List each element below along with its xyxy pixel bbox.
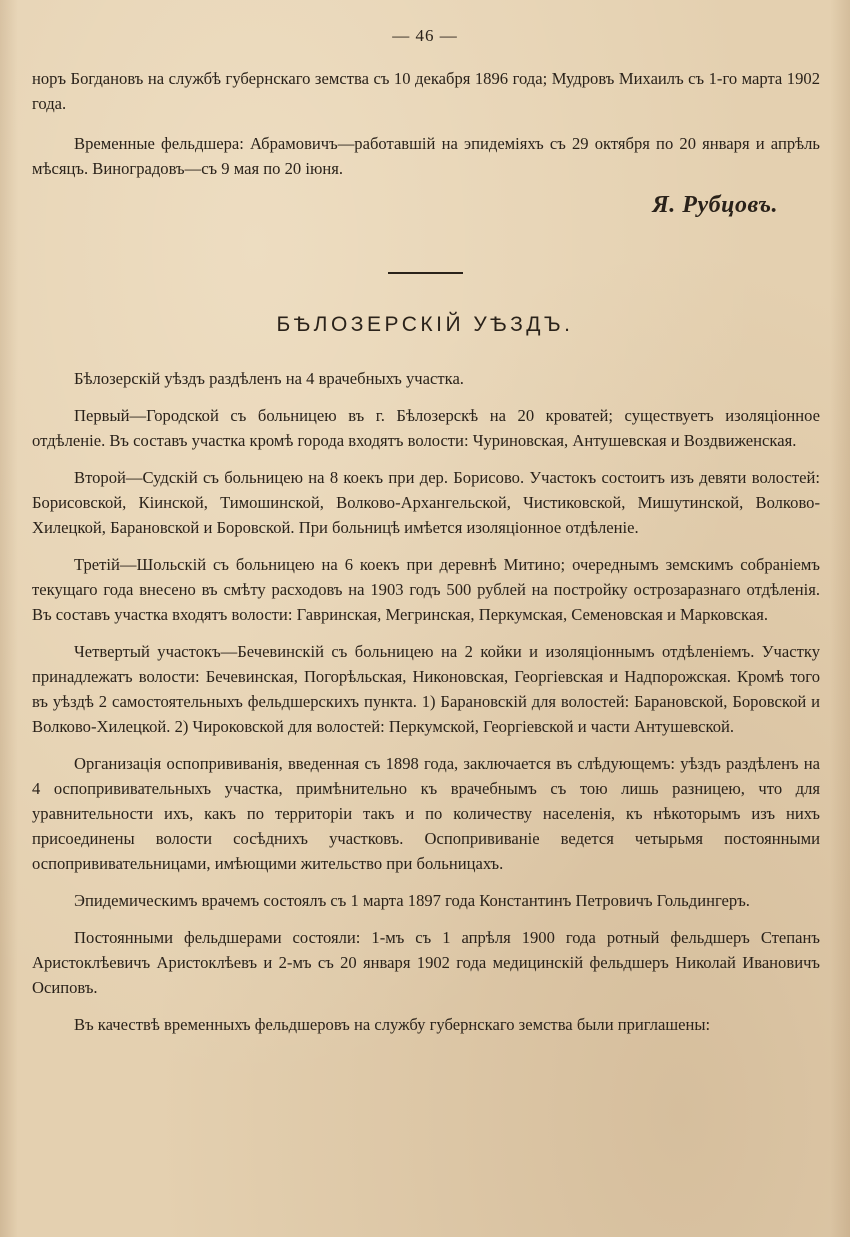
paragraph: Въ качествѣ временныхъ фельдшеровъ на службу губернскаго земства были приглашены:	[74, 1015, 711, 1034]
paragraph: Четвертый участокъ—Бечевинскій съ больницею на 2 койки и изоляціоннымъ отдѣленіемъ. Участку принадлежатъ волости: Бечевинская, Погорѣльская, Никоновская, Георгіевская и Надпорожская. Кромѣ того въ уѣздѣ 2 самостоятельныхъ фельдшерскихъ пункта. 1) Барановскій для волостей: Барановской, Боровской и Волково-Хилецкой. 2) Чироковской для волостей: Перкумской, Георгіевской и части Антушевской.	[32, 642, 820, 736]
paragraph: Первый—Городской съ больницею въ г. Бѣлозерскѣ на 20 кроватей; существуетъ изоляціонное отдѣленіе. Въ составъ участка кромѣ города входятъ волости: Чуриновская, Антушевская и Воздвиженская.	[32, 406, 820, 450]
paragraph: Эпидемическимъ врачемъ состоялъ съ 1 марта 1897 года Константинъ Петровичъ Гольдингеръ.	[74, 891, 750, 910]
section-title: БѢЛОЗЕРСКІЙ УѢЗДЪ.	[276, 313, 574, 336]
paragraph: норъ Богдановъ на службѣ губернскаго земства съ 10 декабря 1896 года; Мудровъ Михаилъ съ 1-го марта 1902 года.	[32, 69, 820, 113]
intro-block	[32, 66, 820, 181]
signature: Я. Рубцовъ.	[652, 192, 778, 218]
paragraph: Организація оспопрививанія, введенная съ 1898 года, заключается въ слѣдующемъ: уѣздъ раздѣленъ на 4 оспопрививательныхъ участка, примѣнительно къ врачебнымъ съ тою лишь разницею, что для уравнительности ихъ, какъ по территоріи такъ и по количеству населенія, къ нѣкоторымъ изъ нихъ присоединены волости сосѣднихъ участковъ. Оспопрививаніе ведется четырьмя постоянными оспопрививательницами, имѣющими жительство при больницахъ.	[32, 754, 820, 873]
paragraph: Бѣлозерскій уѣздъ раздѣленъ на 4 врачебныхъ участка.	[74, 369, 464, 388]
paragraph: Второй—Судскій съ больницею на 8 коекъ при дер. Борисово. Участокъ состоитъ изъ девяти волостей: Борисовской, Кіинской, Тимошинской, Волково-Архангельской, Чистиковской, Мишутинской, Волково-Хилецкой, Барановской и Боровской. При больницѣ имѣется изоляціонное отдѣленіе.	[32, 468, 820, 537]
paragraph: Постоянными фельдшерами состояли: 1-мъ съ 1 апрѣля 1900 года ротный фельдшеръ Степанъ Аристоклѣевичъ Аристоклѣевъ и 2-мъ съ 20 января 1902 года медицинскій фельдшеръ Николай Ивановичъ Осиповъ.	[32, 928, 820, 997]
body-block	[32, 366, 820, 1037]
page-number: — 46 —	[392, 26, 458, 45]
paragraph: Третій—Шольскій съ больницею на 6 коекъ при деревнѣ Митино; очереднымъ земскимъ собраніемъ текущаго года внесено въ смѣту расходовъ на 1903 годъ 500 рублей на постройку острозаразнаго отдѣленія. Въ составъ участка входятъ волости: Гавринская, Мегринская, Перкумская, Семеновская и Марковская.	[32, 555, 820, 624]
section-divider	[388, 272, 463, 274]
paragraph: Временные фельдшера: Абрамовичъ—работавшій на эпидеміяхъ съ 29 октября по 20 января и апрѣль мѣсяцъ. Виноградовъ—съ 9 мая по 20 іюня.	[32, 134, 820, 178]
